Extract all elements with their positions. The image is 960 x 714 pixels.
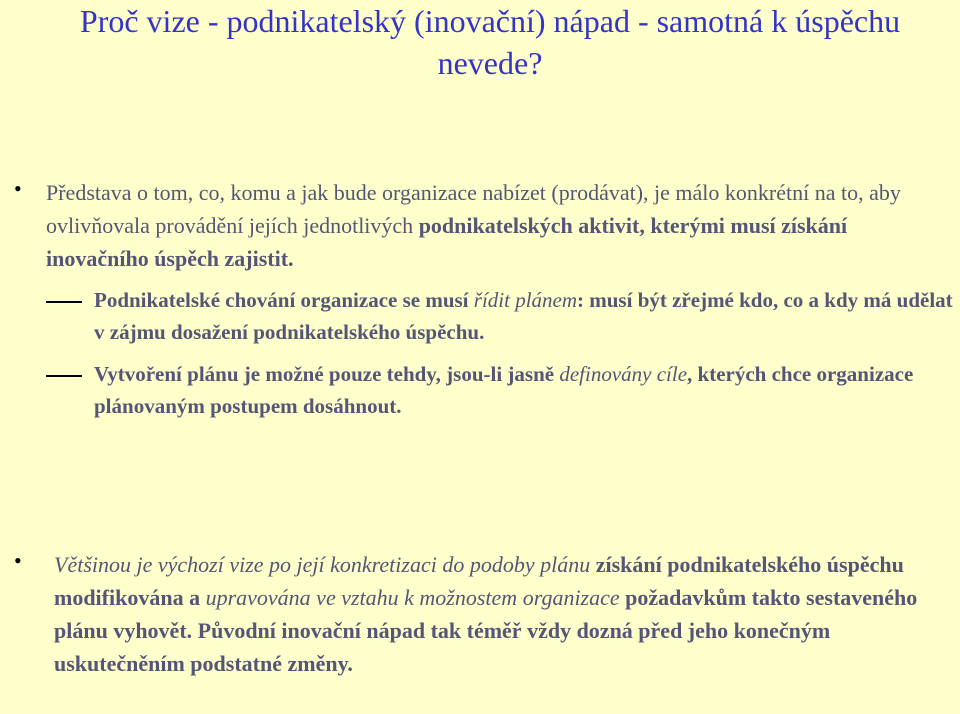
slide-title: Proč vize - podnikatelský (inovační) nápad - samotná k úspěchu nevede? — [79, 3, 901, 81]
sub-2-text-italic: definovány cíle — [559, 362, 688, 386]
bullet-paragraph-2 — [54, 548, 959, 680]
paragraph-2-text-b: získání podnikatelského úspěchu modifikována a — [54, 552, 904, 610]
paragraph-1-text-a: Představa o tom, co, komu a jak bude organizace nabízet (prodávat), je málo konkrétní na to, aby ovlivňovala provádění jejích jednotlivých — [46, 180, 901, 238]
sub-item-2 — [94, 358, 954, 422]
sub-2-text-c: , kterých chce organizace plánovaným postupem dosáhnout. — [94, 362, 914, 418]
sub-1-text-a: Podnikatelské chování organizace se musí — [94, 288, 474, 312]
dash-marker — [46, 375, 82, 377]
paragraph-2-text-c: upravována ve vztahu k možnostem organizace — [205, 585, 626, 610]
bullet-paragraph-1 — [46, 176, 946, 275]
sub-1-text-italic: řídit plánem — [473, 288, 578, 312]
paragraph-2-text-a: Většinou je výchozí vize po její konkretizaci do podoby plánu — [54, 552, 596, 577]
paragraph-2-text-d: požadavkům takto sestaveného plánu vyhovět. Původní inovační nápad tak téměř vždy dozná před jeho konečným uskutečněním podstatné změny. — [54, 585, 918, 676]
sub-item-1 — [94, 284, 954, 348]
dash-marker — [46, 301, 82, 303]
sub-1-text-c: : musí být zřejmé kdo, co a kdy má udělat v zájmu dosažení podnikatelského úspěchu. — [94, 288, 953, 344]
bullet-marker: • — [14, 548, 22, 573]
paragraph-1-text-b: podnikatelských aktivit, kterými musí získání inovačního úspěch zajistit. — [46, 213, 848, 271]
sub-2-text-a: Vytvoření plánu je možné pouze tehdy, jsou-li jasně — [94, 362, 560, 386]
bullet-marker: • — [14, 176, 22, 201]
